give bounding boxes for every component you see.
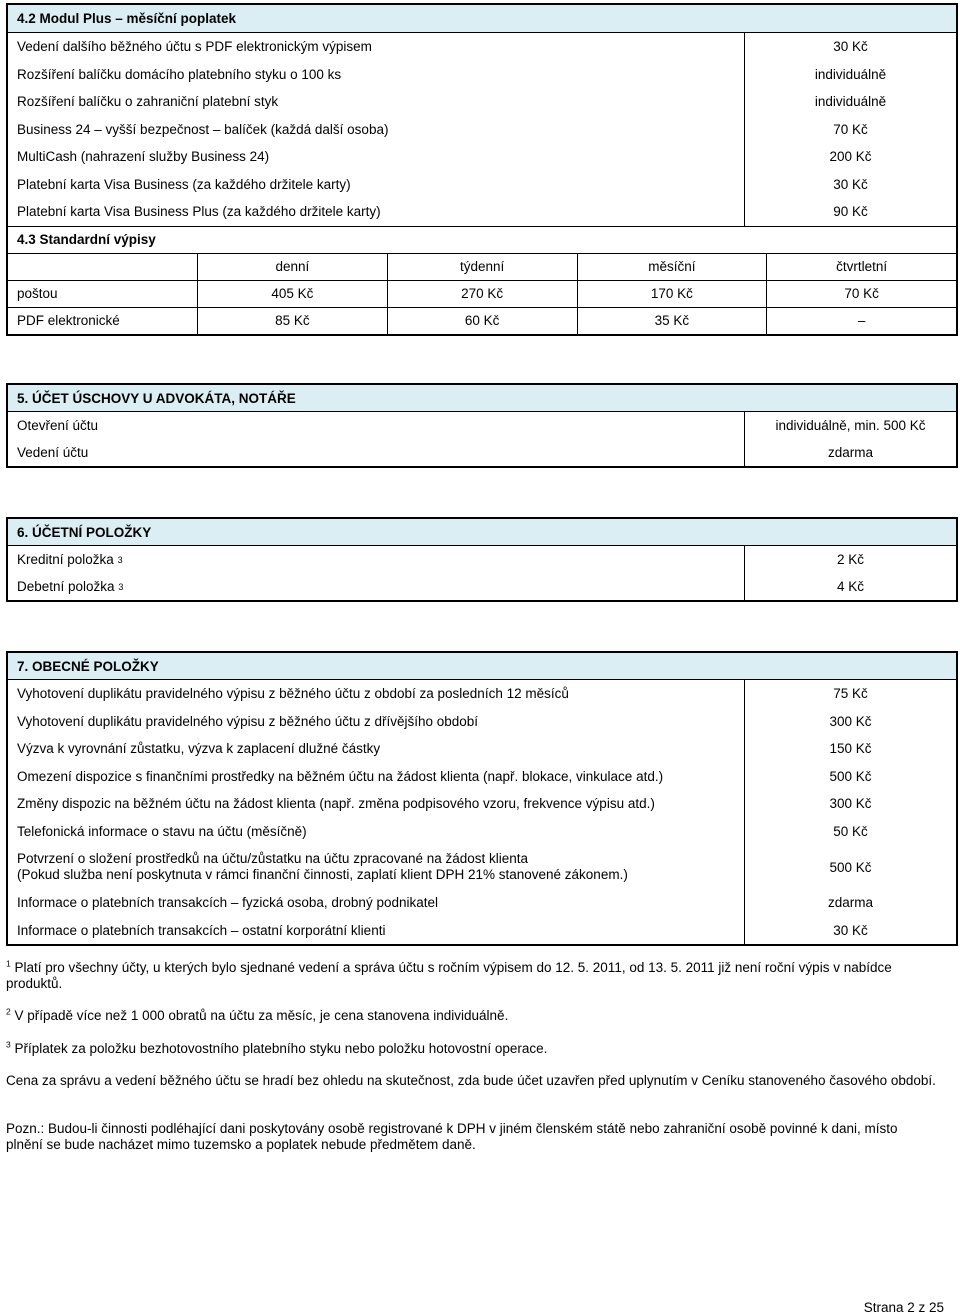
note-vat: Pozn.: Budou-li činnosti podléhající dani poskytovány osobě registrované k DPH v jiném členském státě nebo zahraniční osobě povinné k dani, místo plnění se bude nacházet mimo tuzemsko a poplatek nebude předmětem daně. (6, 1121, 898, 1152)
table-row: Informace o platebních transakcích – ostatní korporátní klienti 30 Kč (8, 917, 956, 945)
section-title-5: 5. ÚČET ÚSCHOVY U ADVOKÁTA, NOTÁŘE (8, 385, 956, 412)
table-row: Vyhotovení duplikátu pravidelného výpisu z běžného účtu z období za posledních 12 měsíců 75 Kč (8, 680, 956, 708)
section-title-4-2: 4.2 Modul Plus – měsíční poplatek (8, 5, 956, 32)
price-value: zdarma (744, 439, 956, 466)
price-value: 50 Kč (744, 818, 956, 846)
table-row: Vyhotovení duplikátu pravidelného výpisu z běžného účtu z dřívějšího období 300 Kč (8, 708, 956, 736)
price-value: individuálně, min. 500 Kč (744, 412, 956, 439)
column-header: denní (197, 253, 387, 280)
table-row: Telefonická informace o stavu na účtu (měsíčně) 50 Kč (8, 818, 956, 846)
column-header: týdenní (387, 253, 577, 280)
price-value: 300 Kč (744, 708, 956, 736)
price-value: 30 Kč (833, 39, 868, 55)
row-label: poštou (8, 280, 197, 307)
price-value: 500 Kč (744, 763, 956, 791)
note-account-fee: Cena za správu a vedení běžného účtu se hradí bez ohledu na skutečnost, zda bude účet uzavřen před uplynutím v Ceníku stanoveného časového období. (6, 1073, 936, 1088)
table-cell: 170 Kč (577, 280, 767, 307)
price-value: 300 Kč (744, 790, 956, 818)
table-row: Potvrzení o složení prostředků na účtu/zůstatku na účtu zpracované na žádost klienta (Pokud služba není poskytnuta v rámci finanční činnosti, zaplatí klient DPH 21% stanovené zákonem.) 500 Kč (8, 845, 956, 889)
value-column (744, 33, 956, 226)
price-value: 2 Kč (744, 546, 956, 573)
statements-grid (8, 253, 956, 334)
row-label: PDF elektronické (8, 307, 197, 334)
price-value: 150 Kč (744, 735, 956, 763)
price-value: 200 Kč (829, 149, 872, 165)
table-row: Rozšíření balíčku o zahraniční platební styk (17, 94, 279, 110)
table-row: Rozšíření balíčku domácího platebního styku o 100 ks (17, 66, 342, 82)
price-value: 30 Kč (744, 917, 956, 945)
price-value: 90 Kč (833, 204, 868, 220)
table-row: Výzva k vyrovnání zůstatku, výzva k zaplacení dlužné částky 150 Kč (8, 735, 956, 763)
table-modul-plus (6, 3, 958, 336)
price-value: 30 Kč (833, 176, 868, 192)
table-cell: 270 Kč (387, 280, 577, 307)
table-row: MultiCash (nahrazení služby Business 24) (17, 149, 270, 165)
price-value: individuálně (814, 94, 887, 110)
price-value: 70 Kč (833, 121, 868, 137)
footnote-1: $^1$ Platí pro všechny účty, u kterých bylo sjednané vedení a správa účtu s ročním výpisem do 12. 5. 2011, od 13. 5. 2011 již není roční výpis v nabídce produktů. (6, 958, 892, 991)
column-header: měsíční (577, 253, 767, 280)
table-row: Debetní položka 3 4 Kč (8, 573, 956, 600)
table-row: Platební karta Visa Business Plus (za každého držitele karty) (17, 204, 381, 220)
table-cell: 60 Kč (387, 307, 577, 334)
table-row: Změny dispozic na běžném účtu na žádost klienta (např. změna podpisového vzoru, frekvence výpisu atd.) 300 Kč (8, 790, 956, 818)
table-cell: 35 Kč (577, 307, 767, 334)
column-header: čtvrtletní (766, 253, 956, 280)
table-row: Kreditní položka 3 2 Kč (8, 546, 956, 573)
table-row: Vedení účtu zdarma (8, 439, 956, 466)
footnote-3: $^3$ Příplatek za položku bezhotovostního platebního styku nebo položku hotovostní operace. (6, 1039, 548, 1056)
table-row: Omezení dispozice s finančními prostředky na běžném účtu na žádost klienta (např. blokace, vinkulace atd.) 500 Kč (8, 763, 956, 791)
table-row: Otevření účtu individuálně, min. 500 Kč (8, 412, 956, 439)
price-value: zdarma (744, 889, 956, 917)
table-cell: 405 Kč (197, 280, 387, 307)
table-row: Vedení dalšího běžného účtu s PDF elektronickým výpisem (17, 39, 372, 55)
table-accounting-items (6, 517, 958, 602)
table-cell: 70 Kč (766, 280, 956, 307)
table-row: Business 24 – vyšší bezpečnost – balíček (každá další osoba) (17, 121, 389, 137)
page-number: Strana 2 z 25 (863, 1300, 944, 1315)
section-title-4-3: 4.3 Standardní výpisy (17, 232, 156, 247)
price-value: 500 Kč (744, 845, 956, 889)
price-value: 75 Kč (744, 680, 956, 708)
price-value: individuálně (814, 66, 887, 82)
section-title-6: 6. ÚČETNÍ POLOŽKY (8, 519, 956, 546)
table-cell: – (766, 307, 956, 334)
price-value: 4 Kč (744, 573, 956, 600)
table-cell: 85 Kč (197, 307, 387, 334)
section-title-7: 7. OBECNÉ POLOŽKY (8, 653, 956, 680)
table-escrow-account (6, 383, 958, 468)
table-row: Informace o platebních transakcích – fyzická osoba, drobný podnikatel zdarma (8, 889, 956, 917)
table-general-items (6, 651, 958, 946)
table-row: Platební karta Visa Business (za každého držitele karty) (17, 176, 351, 192)
footnote-2: $^2$ V případě více než 1 000 obratů na účtu za měsíc, je cena stanovena individuálně. (6, 1006, 509, 1023)
